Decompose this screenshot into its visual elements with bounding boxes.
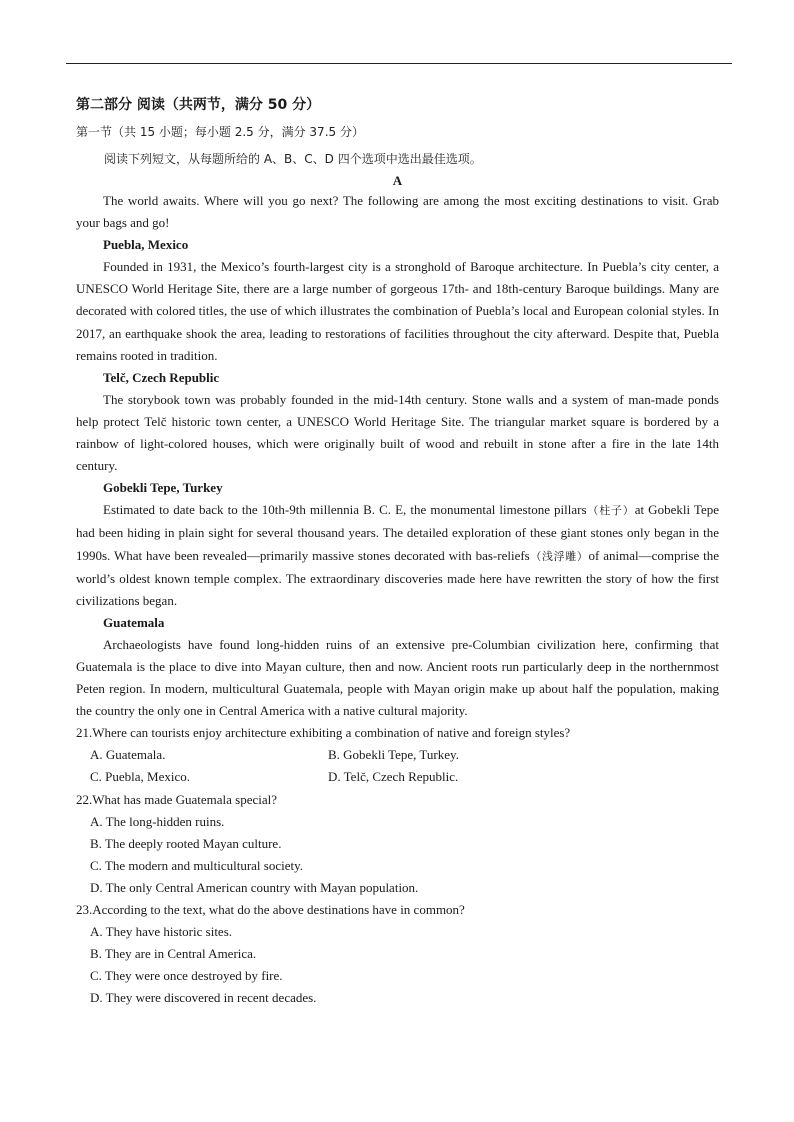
subsection-title: 第一节（共 15 小题；每小题 2.5 分，满分 37.5 分） bbox=[76, 125, 364, 139]
destination-text-puebla: Founded in 1931, the Mexico’s fourth-largest city is a stronghold of Baroque architecture. In Puebla’s city center, a UNESCO World Heritage Site, there are a large number of gorgeous 17th- and 18th-century Baroque buildings. Many are decorated with colored titles, the use of which illustrates the combination of Puebla’s local and European colonial styles. In 2017, an earthquake shook the area, leading to restorations of facilities throughout the city afterward. Despite that, Puebla remains rooted in tradition. bbox=[76, 259, 719, 363]
header-rule bbox=[66, 63, 732, 64]
question-22-option-a: A. The long-hidden ruins. bbox=[90, 813, 225, 829]
question-23-option-d: D. They were discovered in recent decades. bbox=[90, 990, 317, 1006]
destination-title-guatemala: Guatemala bbox=[103, 614, 165, 630]
destination-text-gobekli bbox=[76, 499, 719, 611]
destination-title-telc: Telč, Czech Republic bbox=[103, 369, 220, 385]
gobekli-text-part2: at Gobekli Tepe had been hiding in plain sight for several thousand years. The detailed exploration of these giant stones only began in the 1990s. What have been revealed—primarily massive stones decorated with bas-reliefs bbox=[76, 502, 719, 563]
question-21-option-b: B. Gobekli Tepe, Turkey. bbox=[328, 747, 459, 763]
question-22-option-d: D. The only Central American country with Mayan population. bbox=[90, 879, 419, 895]
gobekli-text-part3: of animal—comprise the world’s oldest known temple complex. The extraordinary discoveries made here have rewritten the story of how the first civilizations began. bbox=[76, 547, 720, 608]
question-21-option-d: D. Telč, Czech Republic. bbox=[328, 769, 459, 785]
question-22: 22.What has made Guatemala special? bbox=[76, 791, 278, 807]
gloss-bas-reliefs: （浅浮雕） bbox=[529, 549, 589, 563]
question-23: 23.According to the text, what do the above destinations have in common? bbox=[76, 902, 465, 917]
section-title: 第二部分 阅读（共两节，满分 50 分） bbox=[76, 97, 321, 113]
question-23-option-b: B. They are in Central America. bbox=[90, 946, 257, 962]
destination-text-guatemala: Archaeologists have found long-hidden ruins of an extensive pre-Columbian civilization here, confirming that Guatemala is the place to dive into Mayan culture, then and now. Ancient roots run particularly deep in the northernmost Peten region. In modern, multicultural Guatemala, people with Mayan origin make up about half the population, making the country the only one in Central America with a native cultural majority. bbox=[76, 636, 719, 719]
instructions: 阅读下列短文，从每题所给的 A、B、C、D 四个选项中选出最佳选项。 bbox=[104, 152, 482, 166]
question-23-option-c: C. They were once destroyed by fire. bbox=[90, 968, 283, 984]
passage-intro: The world awaits. Where will you go next? The following are among the most exciting destinations to visit. Grab your bags and go! bbox=[76, 193, 719, 231]
gloss-pillars: （柱子） bbox=[586, 504, 635, 518]
question-21-option-a: A. Guatemala. bbox=[90, 747, 166, 763]
passage-label: A bbox=[392, 173, 403, 188]
question-21-options-row-1 bbox=[76, 744, 719, 766]
question-21-option-c: C. Puebla, Mexico. bbox=[90, 769, 191, 785]
question-21: 21.Where can tourists enjoy architecture exhibiting a combination of native and foreign styles? bbox=[76, 725, 571, 741]
question-21-options-row-2 bbox=[76, 766, 719, 788]
question-23-option-a: A. They have historic sites. bbox=[90, 924, 233, 940]
exam-page bbox=[76, 92, 719, 1009]
destination-text-telc: The storybook town was probably founded in the mid-14th century. Stone walls and a system of man-made ponds help protect Telč historic town center, a UNESCO World Heritage Site. The triangular market square is bordered by a rainbow of light-colored houses, which were originally built of wood and rebuilt in stone after a fire in the late 14th century. bbox=[76, 391, 719, 474]
question-22-option-c: C. The modern and multicultural society. bbox=[90, 857, 304, 873]
destination-title-puebla: Puebla, Mexico bbox=[103, 237, 189, 253]
question-22-option-b: B. The deeply rooted Mayan culture. bbox=[90, 835, 282, 851]
gobekli-text-part1: Estimated to date back to the 10th-9th millennia B. C. E, the monumental limestone pillars bbox=[103, 502, 587, 518]
destination-title-gobekli: Gobekli Tepe, Turkey bbox=[103, 480, 223, 496]
